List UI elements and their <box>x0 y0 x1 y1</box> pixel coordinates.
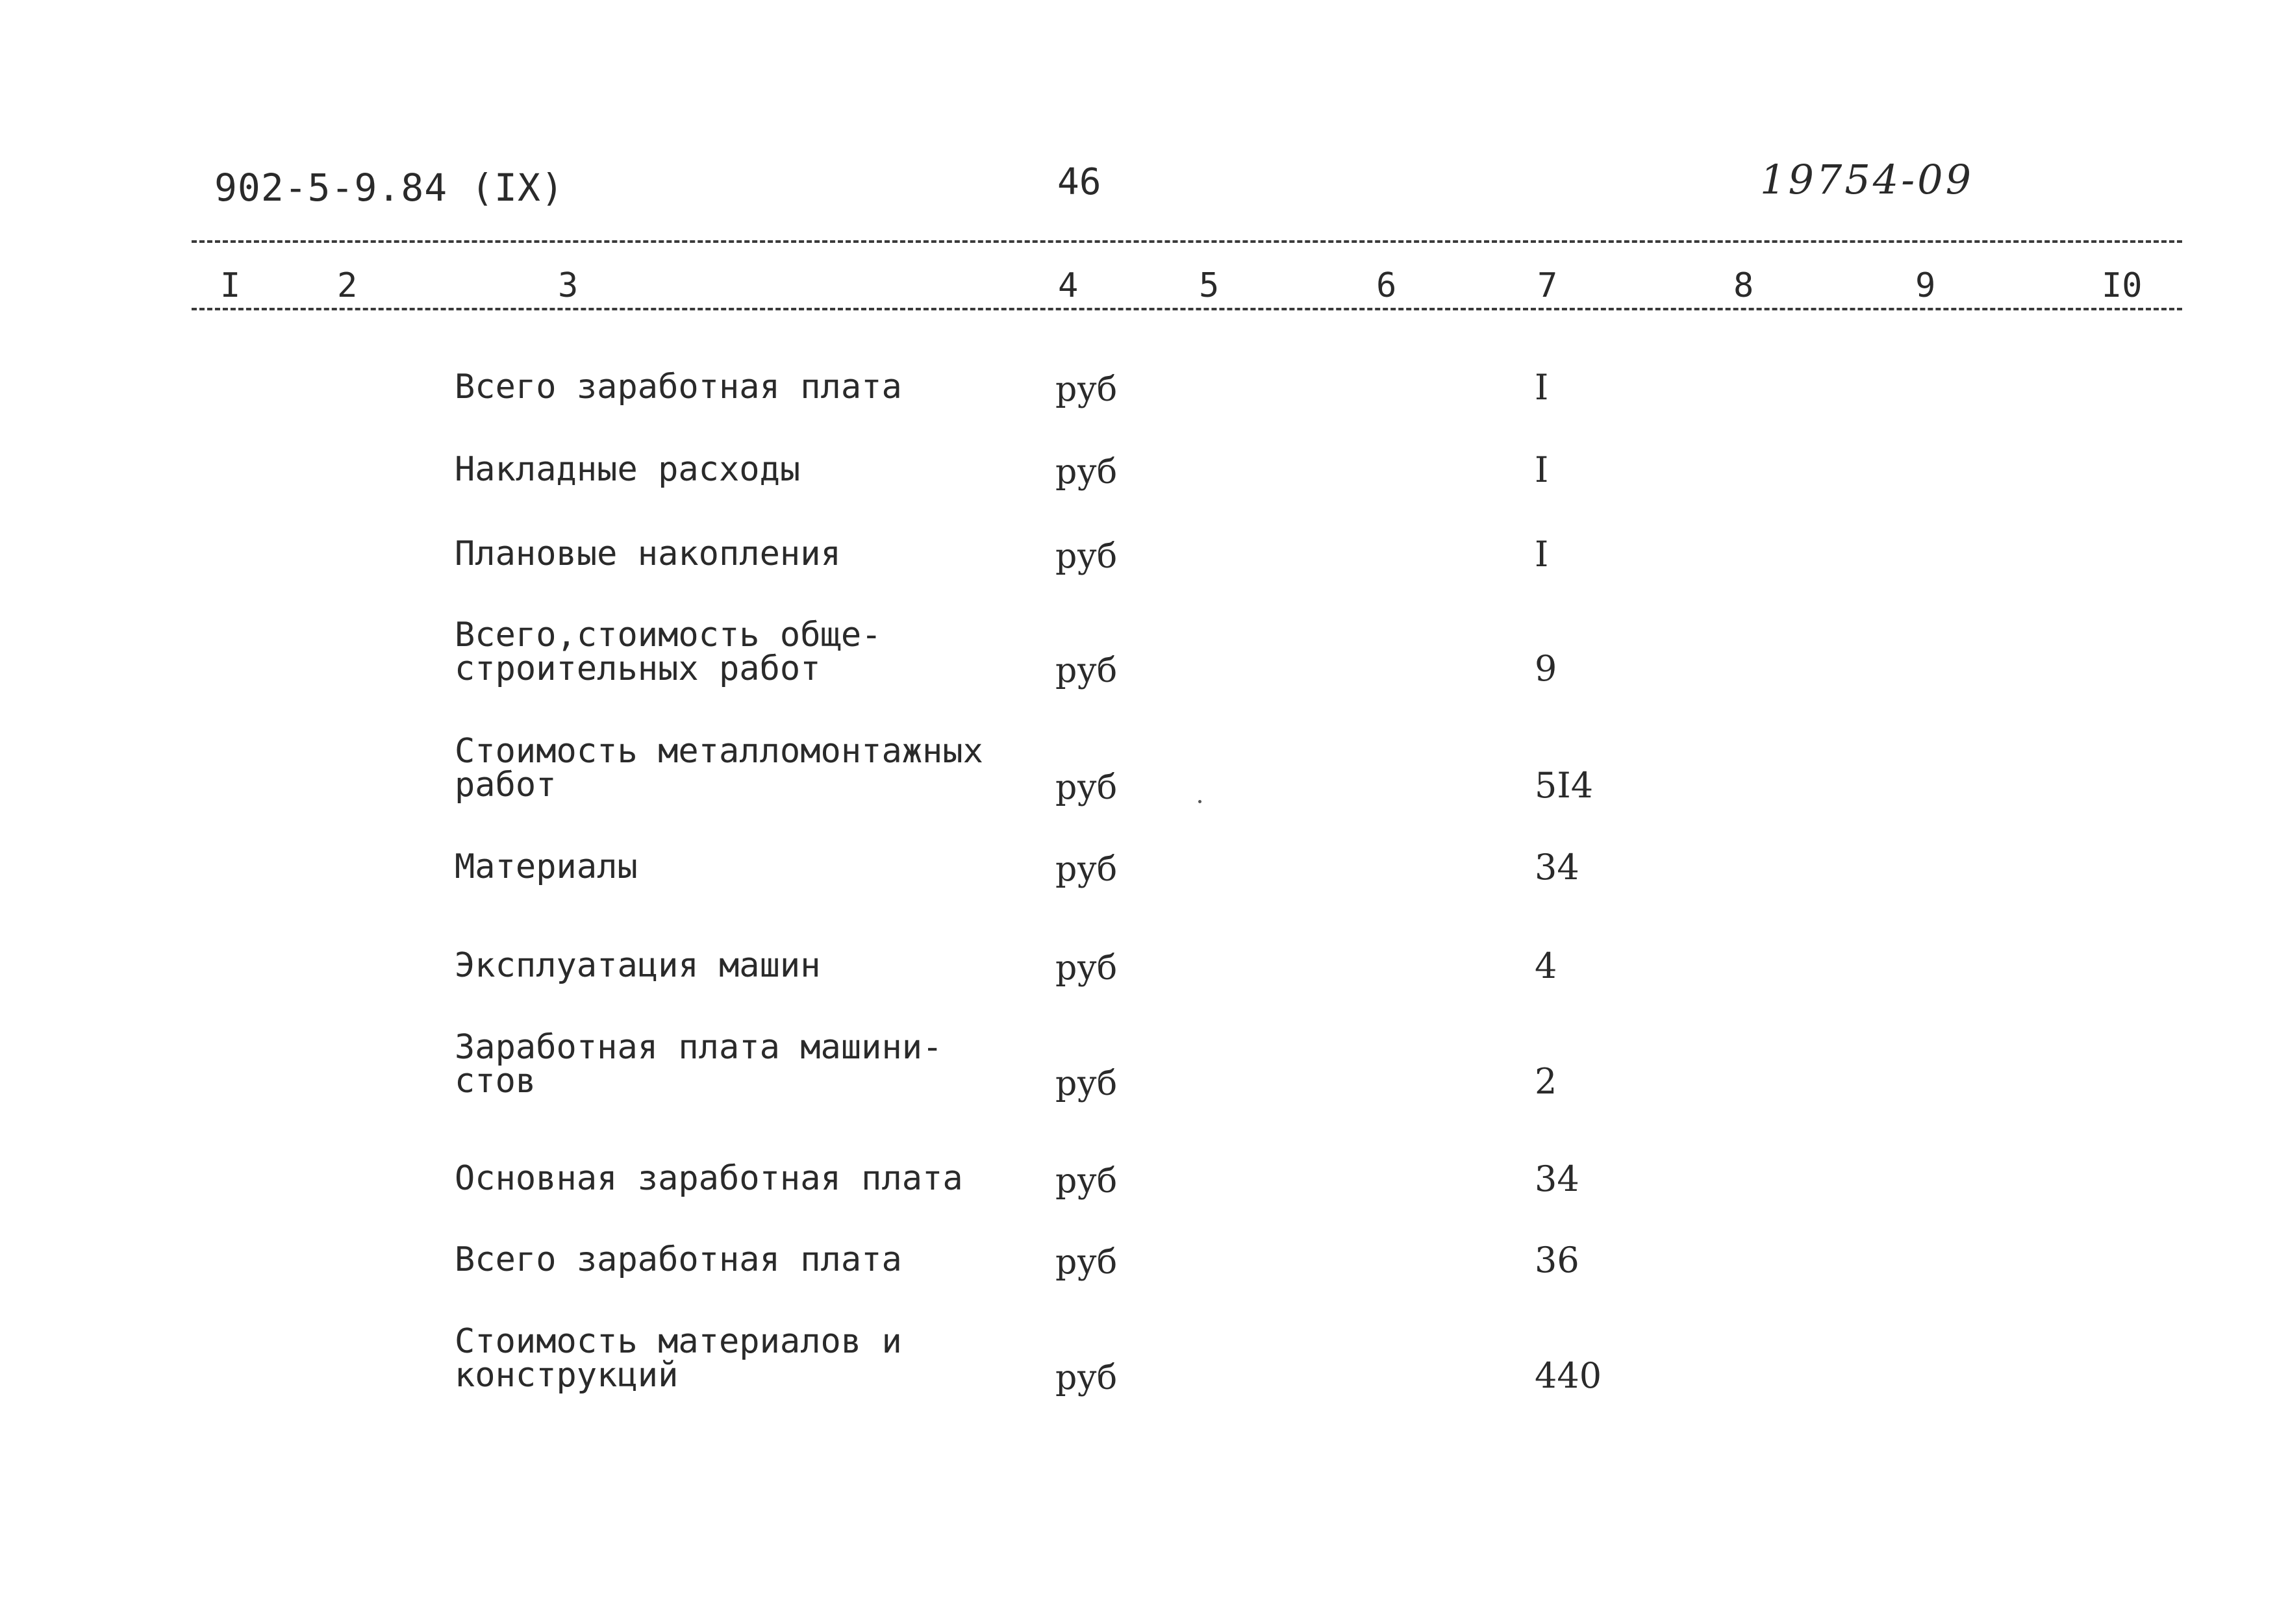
row-label: Стоимость материалов и конструкций <box>455 1322 902 1395</box>
column-number-6: 6 <box>1374 266 1399 305</box>
row-unit: руб <box>1055 1358 1118 1397</box>
row-label: Всего,стоимость обще- строительных работ <box>455 616 882 688</box>
row-label: Плановые накопления <box>455 534 841 573</box>
row-label: Всего заработная плата <box>455 368 902 406</box>
row-label: Всего заработная плата <box>455 1240 902 1279</box>
row-value: 34 <box>1535 1158 1579 1199</box>
document-code: 902-5-9.84 (IX) <box>214 166 564 210</box>
row-unit: руб <box>1055 1064 1118 1103</box>
row-label: Накладные расходы <box>455 450 801 489</box>
row-label: Эксплуатация машин <box>455 946 821 985</box>
row-value: 9 <box>1535 648 1557 689</box>
row-value: 2 <box>1535 1061 1557 1102</box>
print-speck <box>1198 800 1201 803</box>
row-label: Стоимость металломонтажных работ <box>455 732 983 805</box>
row-value: 5I4 <box>1535 765 1594 806</box>
row-unit: руб <box>1055 537 1118 576</box>
row-unit: руб <box>1055 370 1118 409</box>
column-number-3: 3 <box>555 266 581 305</box>
row-value: 4 <box>1535 945 1557 986</box>
column-number-2: 2 <box>334 266 360 305</box>
column-number-10: I0 <box>2099 266 2145 305</box>
row-value: I <box>1535 534 1549 575</box>
row-label: Заработная плата машини- стов <box>455 1028 943 1101</box>
column-number-4: 4 <box>1055 266 1081 305</box>
row-unit: руб <box>1055 949 1118 988</box>
row-label: Материалы <box>455 847 638 886</box>
top-dashed-rule <box>192 240 2182 243</box>
column-number-5: 5 <box>1196 266 1222 305</box>
row-value: I <box>1535 449 1549 490</box>
page-number: 46 <box>1057 161 1101 203</box>
row-value: 36 <box>1535 1240 1579 1280</box>
row-unit: руб <box>1055 1243 1118 1282</box>
row-unit: руб <box>1055 768 1118 807</box>
column-number-1: I <box>218 266 243 305</box>
bottom-dashed-rule <box>192 308 2182 310</box>
row-unit: руб <box>1055 651 1118 690</box>
column-number-9: 9 <box>1913 266 1938 305</box>
row-unit: руб <box>1055 453 1118 492</box>
column-number-8: 8 <box>1731 266 1756 305</box>
column-number-7: 7 <box>1535 266 1560 305</box>
row-unit: руб <box>1055 850 1118 889</box>
row-value: 440 <box>1535 1355 1602 1396</box>
row-label: Основная заработная плата <box>455 1159 963 1198</box>
document-number: 19754-09 <box>1760 156 1974 203</box>
row-unit: руб <box>1055 1162 1118 1201</box>
row-value: I <box>1535 367 1549 408</box>
row-value: 34 <box>1535 847 1579 888</box>
